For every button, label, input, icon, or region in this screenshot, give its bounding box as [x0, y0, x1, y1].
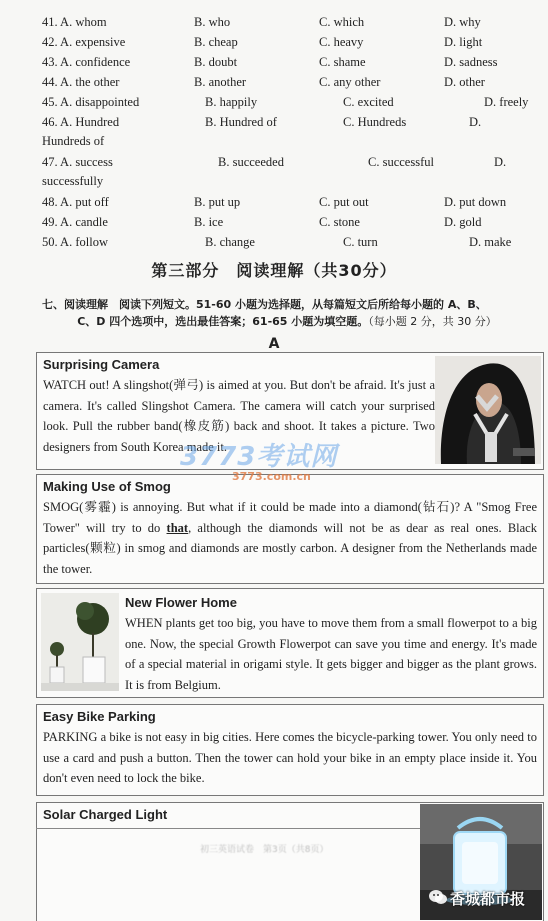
- option-d: D. put down: [444, 195, 507, 209]
- option-d: D. light: [444, 35, 483, 49]
- option-d: D. make: [469, 235, 512, 249]
- flowerpot-photo: [41, 593, 119, 691]
- wechat-icon: [428, 888, 448, 906]
- option-c: C. Hundreds: [343, 115, 407, 129]
- option-b: B. another: [194, 75, 247, 89]
- article-smog-title: Making Use of Smog: [43, 479, 171, 494]
- option-b: B. Hundred of: [205, 115, 277, 129]
- option-b: B. who: [194, 15, 231, 29]
- wechat-account-name: 香城都市报: [450, 890, 526, 908]
- smog-underlined-word: that: [166, 520, 189, 535]
- article-smog-text: [43, 497, 537, 579]
- article-camera-title: Surprising Camera: [43, 357, 160, 372]
- article-smog-box: [36, 474, 544, 584]
- article-flower-title: New Flower Home: [125, 595, 237, 610]
- option-c: C. any other: [319, 75, 381, 89]
- option-b: B. cheap: [194, 35, 238, 49]
- instructions-line1: 七、阅读理解 阅读下列短文。51-60 小题为选择题，从每篇短文后所给每小题的 A、B、: [42, 298, 487, 311]
- option-b: B. happily: [205, 95, 258, 109]
- option-b: B. succeeded: [218, 155, 284, 169]
- option-d-continued: Hundreds of: [42, 134, 105, 148]
- option-a: 50. A. follow: [42, 235, 108, 249]
- option-b: B. put up: [194, 195, 241, 209]
- option-c: C. excited: [343, 95, 394, 109]
- article-bike-box: [36, 704, 544, 796]
- option-c: C. turn: [343, 235, 378, 249]
- option-c: C. shame: [319, 55, 366, 69]
- option-a: 41. A. whom: [42, 15, 107, 29]
- option-a: 46. A. Hundred: [42, 115, 120, 129]
- section-label: A: [268, 336, 280, 352]
- option-d: D.: [469, 115, 482, 129]
- option-d: D. why: [444, 15, 481, 29]
- article-solar-title: Solar Charged Light: [43, 807, 168, 822]
- option-d: D. gold: [444, 215, 482, 229]
- option-c: C. put out: [319, 195, 369, 209]
- option-c: C. successful: [368, 155, 434, 169]
- option-a: 43. A. confidence: [42, 55, 131, 69]
- article-flower-box: [36, 588, 544, 698]
- article-camera-text: WATCH out! A slingshot(弹弓) is aimed at you. But don't be afraid. It's just a camera. It's called Slingshot Camera. The camera will catch your surprised look. Pull the rubber band(橡皮筋) back and shoot. It takes a picture. Two designers from South Korea made it.: [43, 378, 435, 454]
- wechat-badge: [426, 882, 544, 914]
- watermark-url: 3773.com.cn: [232, 470, 311, 483]
- option-a: 45. A. disappointed: [42, 95, 140, 109]
- option-a: 47. A. success: [42, 155, 113, 169]
- option-d: D. freely: [484, 95, 529, 109]
- option-c: C. which: [319, 15, 365, 29]
- instructions-line2: C、D 四个选项中，选出最佳答案；61-65 小题为填空题。: [77, 315, 369, 328]
- solar-divider: [36, 828, 420, 829]
- instructions-line2-tail: （每小题 2 分，共 30 分）: [368, 315, 497, 328]
- option-d: D. sadness: [444, 55, 498, 69]
- option-d-continued: successfully: [42, 174, 104, 188]
- option-a: 49. A. candle: [42, 215, 108, 229]
- part-three-heading: 第三部分 阅读理解（共30分）: [151, 261, 397, 280]
- camera-photo: [435, 356, 541, 464]
- smog-text-after: , although the diamonds will not be as dear as real ones. Black particles(颗粒) in smog and diamonds are mostly carbon. A designer from the Netherlands made the tower.: [43, 520, 537, 576]
- option-b: B. ice: [194, 215, 224, 229]
- watermark-logo: 3773考试网: [180, 442, 338, 472]
- option-b: B. change: [205, 235, 255, 249]
- option-c: C. heavy: [319, 35, 364, 49]
- option-a: 48. A. put off: [42, 195, 109, 209]
- article-bike-text: PARKING a bike is not easy in big cities. Here comes the bicycle-parking tower. You only need to use a card and push a button. Then the tower can hold your bike in an empty place inside it. You don't even need to lock the bike.: [43, 730, 537, 785]
- option-d: D. other: [444, 75, 485, 89]
- option-b: B. doubt: [194, 55, 238, 69]
- option-d: D.: [494, 155, 507, 169]
- option-a: 42. A. expensive: [42, 35, 126, 49]
- page-footer: 初三英语试卷 第3页（共8页）: [200, 845, 329, 855]
- article-flower-text: WHEN plants get too big, you have to move them from a small flowerpot to a big one. Now, the special Growth Flowerpot can save you time and energy. It's made of a special material in origami style. It gets bigger and bigger as the plant grows. It is from Belgium.: [125, 616, 537, 692]
- option-a: 44. A. the other: [42, 75, 120, 89]
- article-bike-title: Easy Bike Parking: [43, 709, 156, 724]
- reading-instructions: [42, 296, 532, 330]
- smog-text-before: SMOG(雾霾) is annoying. But what if it could be made into a diamond(钻石)? A "Smog Free Tower" will try to do: [43, 500, 537, 535]
- option-c: C. stone: [319, 215, 360, 229]
